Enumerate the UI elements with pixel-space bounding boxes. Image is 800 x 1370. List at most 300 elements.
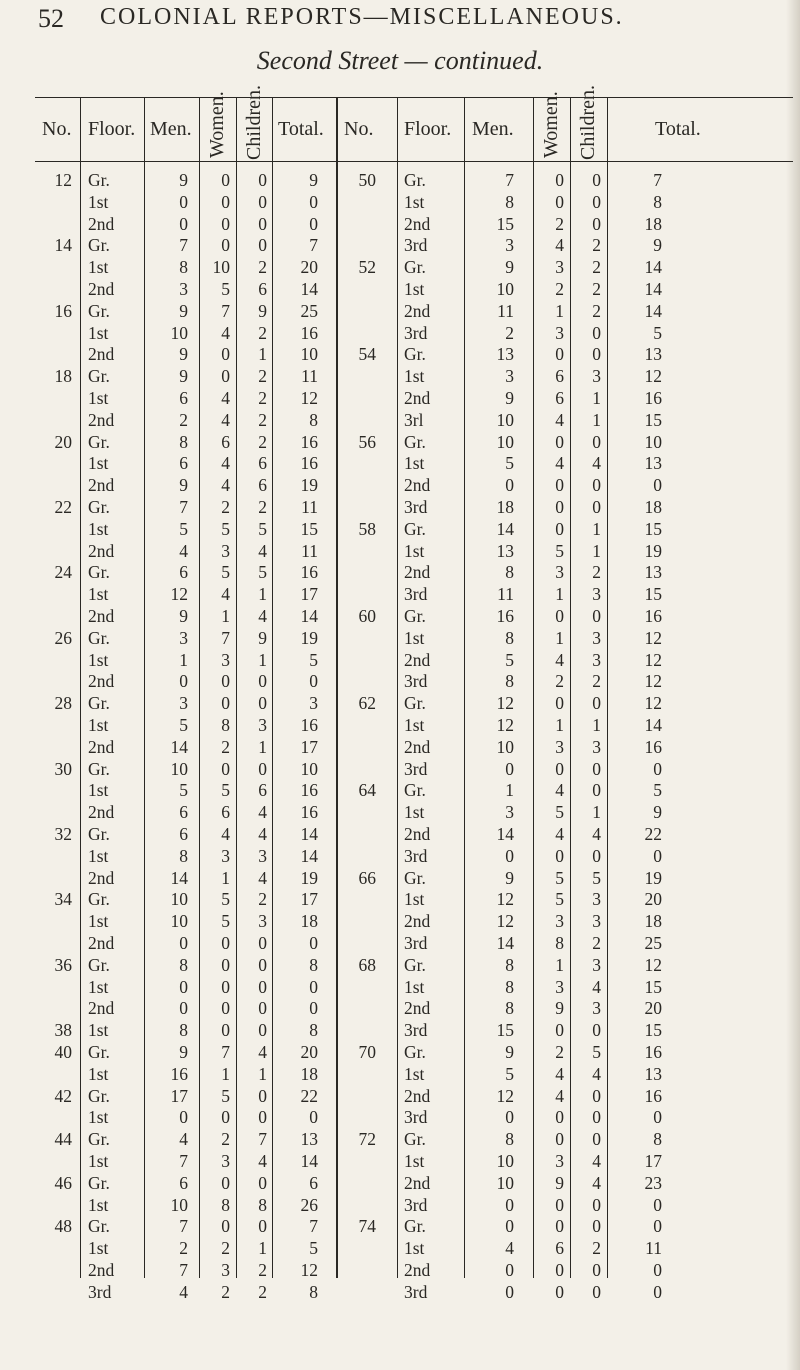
left-cell-children: 1 bbox=[258, 649, 267, 670]
left-cell-total: 8 bbox=[309, 409, 318, 430]
column-rule bbox=[336, 98, 338, 1278]
right-cell-floor: Gr. bbox=[404, 606, 426, 626]
right-cell-floor: 3rd bbox=[404, 1107, 428, 1128]
left-cell-floor: 1st bbox=[88, 1107, 109, 1128]
left-cell-men: 7 bbox=[179, 1260, 188, 1280]
right-cell-floor: 1st bbox=[404, 366, 425, 387]
left-cell-total: 10 bbox=[300, 344, 318, 365]
right-cell-floor: 3rd bbox=[404, 235, 428, 256]
right-cell-women: 1 bbox=[555, 954, 564, 975]
left-cell-children: 0 bbox=[258, 235, 267, 256]
left-cell-children: 5 bbox=[258, 562, 267, 583]
left-cell-women: 1 bbox=[221, 867, 230, 888]
header-bottom-rule bbox=[35, 161, 793, 162]
left-cell-men: 16 bbox=[170, 1063, 188, 1084]
right-cell-women: 0 bbox=[555, 344, 564, 365]
left-cell-total: 10 bbox=[300, 758, 318, 779]
column-rule bbox=[144, 98, 145, 1278]
left-cell-total: 20 bbox=[300, 257, 318, 278]
right-cell-floor: 2nd bbox=[404, 1172, 431, 1193]
left-cell-children: 0 bbox=[258, 170, 267, 190]
right-cell-men: 2 bbox=[505, 322, 514, 343]
left-cell-floor: 1st bbox=[88, 911, 109, 932]
right-cell-children: 0 bbox=[592, 344, 601, 365]
right-cell-total: 13 bbox=[644, 453, 662, 474]
left-cell-children: 0 bbox=[258, 976, 267, 997]
right-cell-total: 18 bbox=[644, 213, 662, 234]
right-cell-men: 15 bbox=[496, 213, 514, 234]
right-cell-floor: 2nd bbox=[404, 911, 431, 932]
left-cell-floor: Gr. bbox=[88, 627, 110, 648]
page-number: 52 bbox=[38, 4, 64, 33]
left-cell-no: 26 bbox=[54, 627, 72, 648]
right-cell-children: 3 bbox=[592, 889, 601, 910]
right-cell-men: 12 bbox=[496, 911, 514, 932]
right-cell-no: 74 bbox=[358, 1216, 376, 1237]
column-rule bbox=[607, 98, 608, 1278]
right-cell-total: 18 bbox=[644, 497, 662, 517]
right-cell-children: 2 bbox=[592, 235, 601, 256]
right-cell-floor: 1st bbox=[404, 1238, 425, 1259]
right-cell-floor: 1st bbox=[404, 279, 425, 299]
left-cell-total: 17 bbox=[300, 736, 318, 757]
left-cell-no: 14 bbox=[54, 235, 72, 256]
left-cell-floor: 1st bbox=[88, 1238, 109, 1259]
right-cell-total: 16 bbox=[644, 606, 662, 626]
header-total: Total. bbox=[278, 118, 324, 140]
right-cell-floor: 2nd bbox=[404, 649, 431, 670]
right-cell-floor: 3rd bbox=[404, 671, 428, 692]
left-cell-women: 5 bbox=[221, 1085, 230, 1106]
right-cell-floor: Gr. bbox=[404, 344, 426, 365]
column-rule bbox=[464, 98, 465, 1278]
right-cell-men: 15 bbox=[496, 1020, 514, 1041]
left-cell-children: 3 bbox=[258, 845, 267, 866]
left-cell-children: 0 bbox=[258, 933, 267, 953]
right-cell-women: 0 bbox=[555, 1216, 564, 1237]
right-cell-women: 2 bbox=[555, 213, 564, 234]
left-cell-women: 2 bbox=[221, 497, 230, 517]
right-cell-women: 5 bbox=[555, 802, 564, 823]
left-cell-floor: Gr. bbox=[88, 889, 110, 910]
left-cell-total: 15 bbox=[300, 518, 318, 539]
left-cell-no: 40 bbox=[54, 1042, 72, 1062]
left-cell-men: 3 bbox=[179, 279, 188, 299]
left-cell-total: 0 bbox=[309, 213, 318, 234]
left-cell-no: 46 bbox=[54, 1172, 72, 1193]
left-cell-floor: Gr. bbox=[88, 693, 110, 714]
right-cell-floor: Gr. bbox=[404, 1042, 426, 1062]
left-cell-floor: 2nd bbox=[88, 279, 115, 299]
right-cell-women: 9 bbox=[555, 1172, 564, 1193]
left-cell-men: 9 bbox=[179, 1042, 188, 1062]
right-cell-total: 14 bbox=[644, 257, 662, 278]
right-cell-women: 0 bbox=[555, 431, 564, 452]
left-cell-floor: 2nd bbox=[88, 540, 115, 561]
left-cell-women: 0 bbox=[221, 1107, 230, 1128]
right-cell-total: 9 bbox=[653, 802, 662, 823]
right-cell-men: 3 bbox=[505, 802, 514, 823]
left-cell-total: 18 bbox=[300, 1063, 318, 1084]
left-cell-women: 0 bbox=[221, 933, 230, 953]
left-cell-men: 3 bbox=[179, 693, 188, 714]
right-cell-total: 13 bbox=[644, 562, 662, 583]
left-cell-no: 32 bbox=[54, 824, 72, 844]
left-cell-total: 14 bbox=[300, 606, 318, 626]
left-cell-no: 16 bbox=[54, 300, 72, 321]
header-women: Women. bbox=[540, 91, 562, 158]
left-cell-men: 8 bbox=[179, 1020, 188, 1041]
left-cell-women: 1 bbox=[221, 606, 230, 626]
left-cell-children: 4 bbox=[258, 824, 267, 844]
right-cell-men: 12 bbox=[496, 889, 514, 910]
right-cell-men: 10 bbox=[496, 409, 514, 430]
right-cell-total: 12 bbox=[644, 693, 662, 714]
right-cell-total: 0 bbox=[653, 1216, 662, 1237]
left-cell-women: 6 bbox=[221, 802, 230, 823]
left-cell-children: 4 bbox=[258, 540, 267, 561]
right-cell-children: 0 bbox=[592, 170, 601, 190]
left-cell-men: 0 bbox=[179, 671, 188, 692]
right-cell-children: 0 bbox=[592, 431, 601, 452]
right-cell-women: 0 bbox=[555, 1020, 564, 1041]
right-cell-floor: 1st bbox=[404, 715, 425, 735]
right-cell-children: 1 bbox=[592, 540, 601, 561]
right-cell-men: 16 bbox=[496, 606, 514, 626]
right-cell-no: 72 bbox=[358, 1129, 376, 1150]
right-cell-floor: 2nd bbox=[404, 213, 431, 234]
right-cell-women: 0 bbox=[555, 606, 564, 626]
left-cell-men: 8 bbox=[179, 257, 188, 278]
right-cell-children: 5 bbox=[592, 1042, 601, 1062]
left-cell-children: 7 bbox=[258, 1129, 267, 1150]
left-cell-women: 0 bbox=[221, 1216, 230, 1237]
right-cell-men: 9 bbox=[505, 257, 514, 278]
header-men: Men. bbox=[150, 118, 192, 140]
left-cell-women: 0 bbox=[221, 758, 230, 779]
right-cell-women: 2 bbox=[555, 1042, 564, 1062]
left-cell-total: 16 bbox=[300, 562, 318, 583]
left-cell-men: 10 bbox=[170, 322, 188, 343]
right-cell-floor: 1st bbox=[404, 889, 425, 910]
right-cell-total: 5 bbox=[653, 322, 662, 343]
header-total: Total. bbox=[655, 118, 701, 140]
left-cell-men: 7 bbox=[179, 1216, 188, 1237]
right-cell-children: 0 bbox=[592, 1129, 601, 1150]
left-cell-floor: 2nd bbox=[88, 671, 115, 692]
left-cell-total: 9 bbox=[309, 170, 318, 190]
left-cell-children: 0 bbox=[258, 998, 267, 1019]
right-cell-women: 2 bbox=[555, 279, 564, 299]
left-cell-men: 4 bbox=[179, 1281, 188, 1302]
left-cell-total: 14 bbox=[300, 1151, 318, 1171]
left-cell-men: 8 bbox=[179, 954, 188, 975]
left-cell-women: 5 bbox=[221, 518, 230, 539]
left-cell-children: 4 bbox=[258, 867, 267, 888]
left-cell-children: 2 bbox=[258, 1281, 267, 1302]
right-cell-total: 25 bbox=[644, 933, 662, 953]
right-cell-men: 8 bbox=[505, 1129, 514, 1150]
left-cell-floor: Gr. bbox=[88, 497, 110, 517]
right-cell-children: 2 bbox=[592, 562, 601, 583]
right-cell-women: 6 bbox=[555, 388, 564, 408]
left-cell-floor: 2nd bbox=[88, 998, 115, 1019]
right-cell-total: 12 bbox=[644, 954, 662, 975]
right-cell-men: 0 bbox=[505, 1107, 514, 1128]
right-cell-total: 12 bbox=[644, 649, 662, 670]
left-cell-women: 4 bbox=[221, 409, 230, 430]
left-cell-men: 10 bbox=[170, 889, 188, 910]
right-cell-men: 0 bbox=[505, 1216, 514, 1237]
left-cell-men: 0 bbox=[179, 1107, 188, 1128]
right-cell-children: 0 bbox=[592, 845, 601, 866]
left-cell-children: 0 bbox=[258, 1107, 267, 1128]
left-cell-children: 2 bbox=[258, 889, 267, 910]
left-cell-total: 20 bbox=[300, 1042, 318, 1062]
right-cell-floor: 3rd bbox=[404, 758, 428, 779]
left-cell-men: 10 bbox=[170, 911, 188, 932]
left-cell-floor: 2nd bbox=[88, 475, 115, 496]
left-cell-total: 6 bbox=[309, 1172, 318, 1193]
left-cell-women: 3 bbox=[221, 1260, 230, 1280]
right-cell-total: 14 bbox=[644, 715, 662, 735]
left-cell-total: 16 bbox=[300, 322, 318, 343]
left-cell-children: 0 bbox=[258, 1216, 267, 1237]
right-cell-women: 3 bbox=[555, 736, 564, 757]
right-cell-children: 4 bbox=[592, 976, 601, 997]
left-cell-floor: Gr. bbox=[88, 235, 110, 256]
right-cell-women: 4 bbox=[555, 780, 564, 801]
right-cell-children: 4 bbox=[592, 1172, 601, 1193]
right-cell-children: 0 bbox=[592, 191, 601, 212]
right-cell-men: 12 bbox=[496, 693, 514, 714]
left-cell-total: 17 bbox=[300, 889, 318, 910]
left-cell-men: 0 bbox=[179, 191, 188, 212]
right-cell-women: 0 bbox=[555, 693, 564, 714]
left-cell-women: 8 bbox=[221, 715, 230, 735]
right-cell-children: 1 bbox=[592, 518, 601, 539]
right-cell-floor: 3rd bbox=[404, 584, 428, 605]
left-cell-men: 0 bbox=[179, 998, 188, 1019]
right-cell-total: 12 bbox=[644, 366, 662, 387]
left-cell-floor: Gr. bbox=[88, 562, 110, 583]
left-cell-total: 12 bbox=[300, 1260, 318, 1280]
left-cell-no: 30 bbox=[54, 758, 72, 779]
right-cell-floor: Gr. bbox=[404, 257, 426, 278]
right-cell-children: 2 bbox=[592, 1238, 601, 1259]
right-cell-women: 4 bbox=[555, 453, 564, 474]
left-cell-total: 11 bbox=[301, 497, 318, 517]
left-cell-floor: Gr. bbox=[88, 758, 110, 779]
left-cell-men: 14 bbox=[170, 867, 188, 888]
left-cell-total: 19 bbox=[300, 627, 318, 648]
left-cell-women: 4 bbox=[221, 475, 230, 496]
right-cell-women: 3 bbox=[555, 562, 564, 583]
left-cell-men: 5 bbox=[179, 518, 188, 539]
left-cell-men: 10 bbox=[170, 758, 188, 779]
left-cell-total: 8 bbox=[309, 1281, 318, 1302]
right-cell-floor: 3rl bbox=[404, 409, 424, 430]
right-cell-women: 0 bbox=[555, 170, 564, 190]
left-cell-floor: Gr. bbox=[88, 431, 110, 452]
right-cell-men: 1 bbox=[505, 780, 514, 801]
left-cell-floor: 2nd bbox=[88, 867, 115, 888]
left-cell-total: 16 bbox=[300, 780, 318, 801]
right-cell-floor: 1st bbox=[404, 976, 425, 997]
right-cell-men: 13 bbox=[496, 344, 514, 365]
left-cell-no: 28 bbox=[54, 693, 72, 714]
left-cell-floor: 2nd bbox=[88, 606, 115, 626]
right-cell-floor: 2nd bbox=[404, 475, 431, 496]
page-edge-shadow bbox=[786, 0, 800, 1370]
left-cell-no: 12 bbox=[54, 170, 72, 190]
left-cell-total: 0 bbox=[309, 976, 318, 997]
right-cell-floor: 1st bbox=[404, 1151, 425, 1171]
right-cell-children: 1 bbox=[592, 802, 601, 823]
left-cell-women: 6 bbox=[221, 431, 230, 452]
right-cell-men: 14 bbox=[496, 824, 514, 844]
left-cell-women: 0 bbox=[221, 976, 230, 997]
left-cell-men: 9 bbox=[179, 475, 188, 496]
left-cell-women: 5 bbox=[221, 911, 230, 932]
left-cell-children: 0 bbox=[258, 191, 267, 212]
left-cell-women: 3 bbox=[221, 845, 230, 866]
column-rule bbox=[272, 98, 273, 1278]
left-cell-men: 3 bbox=[179, 627, 188, 648]
right-cell-men: 0 bbox=[505, 1281, 514, 1302]
left-cell-floor: 2nd bbox=[88, 213, 115, 234]
right-cell-children: 0 bbox=[592, 693, 601, 714]
left-cell-total: 17 bbox=[300, 584, 318, 605]
left-cell-children: 4 bbox=[258, 1151, 267, 1171]
left-cell-floor: 1st bbox=[88, 518, 109, 539]
header-no: No. bbox=[42, 118, 72, 140]
right-cell-total: 13 bbox=[644, 1063, 662, 1084]
right-cell-children: 3 bbox=[592, 649, 601, 670]
right-cell-children: 0 bbox=[592, 1281, 601, 1302]
right-cell-men: 3 bbox=[505, 235, 514, 256]
left-cell-women: 0 bbox=[221, 366, 230, 387]
right-cell-floor: 3rd bbox=[404, 1281, 428, 1302]
right-cell-floor: Gr. bbox=[404, 693, 426, 714]
right-cell-women: 0 bbox=[555, 518, 564, 539]
left-cell-floor: 1st bbox=[88, 388, 109, 408]
right-cell-women: 1 bbox=[555, 715, 564, 735]
column-rule bbox=[80, 98, 81, 1278]
left-cell-men: 6 bbox=[179, 1172, 188, 1193]
right-cell-men: 0 bbox=[505, 475, 514, 496]
left-cell-women: 0 bbox=[221, 693, 230, 714]
right-cell-total: 0 bbox=[653, 1260, 662, 1280]
left-cell-men: 4 bbox=[179, 1129, 188, 1150]
left-cell-men: 0 bbox=[179, 933, 188, 953]
left-cell-women: 0 bbox=[221, 235, 230, 256]
right-cell-floor: 1st bbox=[404, 627, 425, 648]
right-cell-men: 0 bbox=[505, 845, 514, 866]
table-top-rule bbox=[35, 97, 793, 98]
right-cell-men: 5 bbox=[505, 1063, 514, 1084]
right-cell-men: 10 bbox=[496, 431, 514, 452]
right-cell-children: 3 bbox=[592, 911, 601, 932]
right-cell-total: 16 bbox=[644, 388, 662, 408]
right-cell-floor: Gr. bbox=[404, 780, 426, 801]
right-cell-women: 9 bbox=[555, 998, 564, 1019]
right-cell-no: 64 bbox=[358, 780, 376, 801]
right-cell-floor: 1st bbox=[404, 1063, 425, 1084]
right-cell-women: 4 bbox=[555, 235, 564, 256]
left-cell-women: 3 bbox=[221, 649, 230, 670]
right-cell-women: 3 bbox=[555, 976, 564, 997]
right-cell-total: 7 bbox=[653, 170, 662, 190]
left-cell-men: 9 bbox=[179, 170, 188, 190]
left-cell-men: 9 bbox=[179, 606, 188, 626]
right-cell-women: 5 bbox=[555, 867, 564, 888]
left-cell-men: 5 bbox=[179, 780, 188, 801]
left-cell-women: 2 bbox=[221, 1281, 230, 1302]
left-cell-floor: 1st bbox=[88, 715, 109, 735]
right-cell-total: 8 bbox=[653, 191, 662, 212]
right-cell-floor: 3rd bbox=[404, 1194, 428, 1215]
left-cell-total: 16 bbox=[300, 802, 318, 823]
right-cell-total: 15 bbox=[644, 976, 662, 997]
column-rule bbox=[397, 98, 398, 1278]
left-cell-no: 18 bbox=[54, 366, 72, 387]
left-cell-floor: 1st bbox=[88, 1151, 109, 1171]
header-children: Children. bbox=[243, 85, 265, 160]
right-cell-total: 5 bbox=[653, 780, 662, 801]
right-cell-men: 9 bbox=[505, 388, 514, 408]
left-cell-children: 1 bbox=[258, 344, 267, 365]
right-cell-total: 16 bbox=[644, 1085, 662, 1106]
right-cell-women: 0 bbox=[555, 1129, 564, 1150]
right-cell-women: 0 bbox=[555, 191, 564, 212]
right-cell-total: 14 bbox=[644, 300, 662, 321]
right-cell-total: 0 bbox=[653, 475, 662, 496]
left-cell-women: 0 bbox=[221, 213, 230, 234]
left-cell-children: 2 bbox=[258, 257, 267, 278]
right-cell-men: 10 bbox=[496, 279, 514, 299]
left-cell-no: 24 bbox=[54, 562, 72, 583]
left-cell-women: 7 bbox=[221, 1042, 230, 1062]
left-cell-men: 6 bbox=[179, 453, 188, 474]
left-cell-total: 19 bbox=[300, 867, 318, 888]
right-cell-men: 7 bbox=[505, 170, 514, 190]
right-cell-women: 4 bbox=[555, 409, 564, 430]
left-cell-children: 0 bbox=[258, 758, 267, 779]
left-cell-floor: 2nd bbox=[88, 933, 115, 953]
left-cell-no: 48 bbox=[54, 1216, 72, 1237]
right-cell-total: 20 bbox=[644, 889, 662, 910]
left-cell-total: 0 bbox=[309, 191, 318, 212]
left-cell-floor: Gr. bbox=[88, 1129, 110, 1150]
left-cell-floor: 2nd bbox=[88, 409, 115, 430]
left-cell-total: 16 bbox=[300, 715, 318, 735]
left-cell-no: 36 bbox=[54, 954, 72, 975]
left-cell-children: 2 bbox=[258, 388, 267, 408]
right-cell-men: 12 bbox=[496, 1085, 514, 1106]
right-cell-men: 8 bbox=[505, 627, 514, 648]
right-cell-floor: 3rd bbox=[404, 322, 428, 343]
left-cell-total: 12 bbox=[300, 388, 318, 408]
left-cell-total: 26 bbox=[300, 1194, 318, 1215]
left-cell-men: 14 bbox=[170, 736, 188, 757]
right-cell-children: 4 bbox=[592, 824, 601, 844]
right-cell-children: 0 bbox=[592, 1020, 601, 1041]
left-cell-floor: 2nd bbox=[88, 344, 115, 365]
right-cell-children: 0 bbox=[592, 1260, 601, 1280]
right-cell-floor: Gr. bbox=[404, 518, 426, 539]
left-cell-total: 14 bbox=[300, 845, 318, 866]
